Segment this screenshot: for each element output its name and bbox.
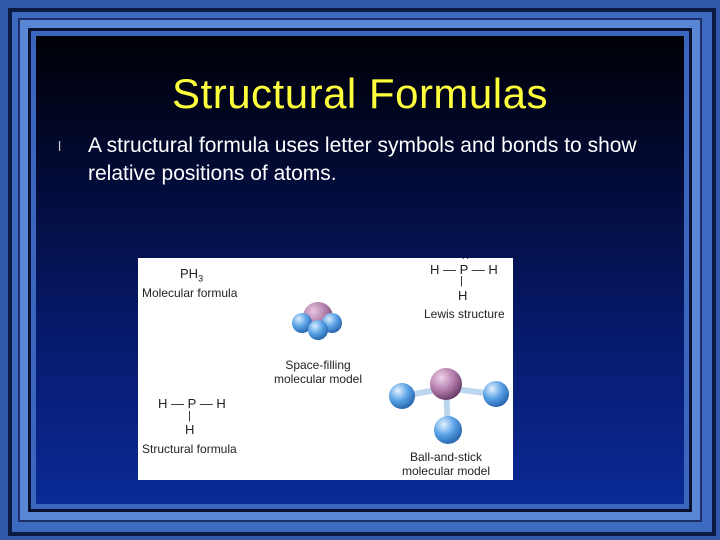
space-filling-label	[270, 358, 366, 386]
ball-stick-label-line1: Ball-and-stick	[409, 450, 483, 464]
ball-stick-p-atom	[430, 368, 462, 400]
ball-stick-h-atom-left	[389, 383, 415, 409]
lewis-h-right: H	[488, 262, 498, 277]
molecular-formula-label: Molecular formula	[142, 286, 238, 300]
lewis-p-text: P	[459, 262, 469, 277]
structural-h-bottom: H	[185, 422, 195, 437]
structural-bond-left: —	[171, 396, 185, 411]
space-filling-label-line1: Space-filling	[285, 358, 351, 372]
lewis-bond-down: |	[460, 275, 463, 287]
lewis-lone-pair: ··	[461, 253, 471, 264]
lewis-structure	[430, 253, 498, 277]
structural-p-atom: P	[187, 396, 197, 411]
structural-bond-down: |	[188, 410, 191, 422]
lewis-structure-label: Lewis structure	[424, 307, 505, 321]
lewis-bond-right: —	[471, 262, 485, 277]
space-filling-label-line2: molecular model	[273, 372, 363, 386]
structural-h-left: H	[158, 396, 168, 411]
structural-bond-right: —	[199, 396, 213, 411]
molecular-formula-subscript: 3	[198, 273, 204, 284]
lewis-bond-left: —	[443, 262, 457, 277]
bullet-marker: l	[58, 138, 62, 154]
lewis-h-bottom: H	[458, 288, 468, 303]
lewis-h-left: H	[430, 262, 440, 277]
phosphine-figure	[138, 253, 513, 480]
space-filling-model	[288, 300, 348, 342]
bullet-text: A structural formula uses letter symbols and bonds to show relative positions of atoms.	[88, 134, 637, 185]
ball-and-stick-model	[382, 364, 512, 450]
structural-formula	[158, 396, 226, 411]
ball-stick-h-atom-bottom	[434, 416, 462, 444]
ball-stick-h-atom-right	[483, 381, 509, 407]
molecular-formula-text: PH	[180, 266, 199, 281]
ball-and-stick-label	[394, 450, 498, 478]
structural-h-right: H	[216, 396, 226, 411]
molecular-formula	[180, 266, 203, 284]
ball-stick-label-line2: molecular model	[401, 464, 491, 478]
structural-formula-label: Structural formula	[142, 442, 237, 456]
slide-title: Structural Formulas	[172, 70, 548, 117]
space-filling-h-atom-front	[308, 320, 328, 340]
